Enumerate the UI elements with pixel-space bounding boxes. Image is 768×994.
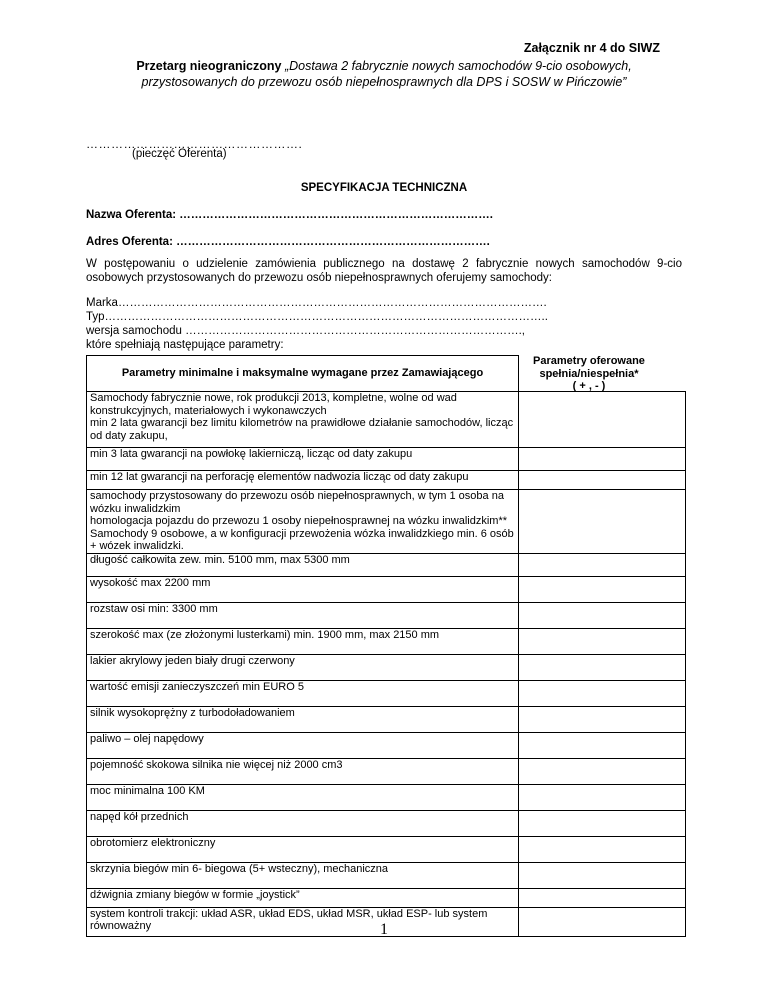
specification-table [86, 355, 686, 937]
table-row [87, 602, 686, 628]
requirement-cell: wartość emisji zanieczyszczeń min EURO 5 [87, 680, 519, 706]
table-header-row [87, 356, 686, 392]
requirement-cell: rozstaw osi min: 3300 mm [87, 602, 519, 628]
requirement-cell: Samochody fabrycznie nowe, rok produkcji 2013, kompletne, wolne od wad konstrukcyjnych, materiałowych i wykonawczych min 2 lata gwarancji bez limitu kilometrów na prawidłowe działanie samochodów, licząc od daty zakupu, [87, 392, 519, 448]
offered-value-cell[interactable] [519, 576, 686, 602]
tender-title-1: „Dostawa 2 fabrycznie nowych samochodów 9-cio osobowych, [284, 59, 632, 73]
offered-value-cell[interactable] [519, 784, 686, 810]
tender-title-2: przystosowanych do przewozu osób niepełnosprawnych dla DPS i SOSW w Pińczowie” [141, 75, 627, 89]
offered-header-line-1: Parametry oferowane [533, 355, 645, 367]
form-line-type: Typ…………………………………………………………………………………………………….. [86, 311, 548, 323]
offered-value-cell[interactable] [519, 862, 686, 888]
table-row [87, 654, 686, 680]
offered-value-cell[interactable] [519, 706, 686, 732]
requirement-cell: szerokość max (ze złożonymi lusterkami) min. 1900 mm, max 2150 mm [87, 628, 519, 654]
table-row [87, 471, 686, 490]
offered-value-cell[interactable] [519, 810, 686, 836]
form-line-brand: Marka…………………………………………………………………………………………………. [86, 297, 547, 309]
offeror-name-field: Nazwa Oferenta: ………………………………………………………………………. [86, 209, 493, 221]
offered-value-cell[interactable] [519, 888, 686, 907]
table-row [87, 553, 686, 576]
table-row [87, 784, 686, 810]
table-row [87, 810, 686, 836]
table-row [87, 680, 686, 706]
offered-value-cell[interactable] [519, 680, 686, 706]
offered-value-cell[interactable] [519, 448, 686, 471]
table-row [87, 706, 686, 732]
requirement-cell: samochody przystosowany do przewozu osób niepełnosprawnych, w tym 1 osoba na wózku inwalidzkim homologacja pojazdu do przewozu 1 osoby niepełnosprawnej na wózku inwalidzkim** Samochody 9 osobowe, a w konfiguracji przewożenia wózka inwalidzkiego min. 6 osób + wózek inwalidzki. [87, 490, 519, 554]
offered-header-line-2: spełnia/niespełnia* [539, 367, 639, 380]
tender-line-1 [0, 58, 768, 74]
table-row [87, 862, 686, 888]
offered-value-cell[interactable] [519, 392, 686, 448]
table-row [87, 836, 686, 862]
table-row [87, 628, 686, 654]
table-row [87, 758, 686, 784]
requirement-cell: system kontroli trakcji: układ ASR, układ EDS, układ MSR, układ ESP- lub system równoważny [87, 907, 519, 936]
offered-value-cell[interactable] [519, 553, 686, 576]
offered-value-cell[interactable] [519, 654, 686, 680]
requirement-cell: skrzynia biegów min 6- biegowa (5+ wsteczny), mechaniczna [87, 862, 519, 888]
requirement-cell: min 3 lata gwarancji na powłokę lakierniczą, licząc od daty zakupu [87, 448, 519, 471]
requirement-cell: wysokość max 2200 mm [87, 576, 519, 602]
requirement-cell: dźwignia zmiany biegów w formie „joystick” [87, 888, 519, 907]
requirement-cell: długość całkowita zew. min. 5100 mm, max 5300 mm [87, 553, 519, 576]
stamp-label: (pieczęć Oferenta) [132, 148, 227, 160]
requirement-cell: moc minimalna 100 KM [87, 784, 519, 810]
page-number: 1 [380, 921, 388, 938]
intro-paragraph: W postępowaniu o udzielenie zamówienia publicznego na dostawę 2 fabrycznie nowych samochodów 9-cio osobowych przystosowanych do przewozu osób niepełnosprawnych oferujemy samochody: [86, 258, 682, 284]
offered-value-cell[interactable] [519, 758, 686, 784]
document-title: SPECYFIKACJA TECHNICZNA [300, 182, 468, 194]
offered-value-cell[interactable] [519, 732, 686, 758]
offered-params-header-cell [519, 356, 686, 392]
requirement-cell: silnik wysokoprężny z turbodoładowaniem [87, 706, 519, 732]
tender-lead: Przetarg nieograniczony [136, 59, 285, 73]
table-row [87, 888, 686, 907]
tender-heading [0, 58, 768, 90]
requirement-cell: lakier akrylowy jeden biały drugi czerwony [87, 654, 519, 680]
attachment-label: Załącznik nr 4 do SIWZ [523, 41, 660, 55]
requirement-cell: obrotomierz elektroniczny [87, 836, 519, 862]
table-row [87, 576, 686, 602]
stamp-dots: ……………………………………………. [86, 137, 303, 151]
form-line-version: wersja samochodu ……………………………………………………………………………., [86, 325, 525, 337]
offered-value-cell[interactable] [519, 602, 686, 628]
tender-line-2 [0, 74, 768, 90]
offered-value-cell[interactable] [519, 471, 686, 490]
requirement-cell: min 12 lat gwarancji na perforację elementów nadwozia licząc od daty zakupu [87, 471, 519, 490]
requirement-cell: paliwo – olej napędowy [87, 732, 519, 758]
table-row [87, 448, 686, 471]
table-row [87, 490, 686, 554]
vehicle-form-lines [86, 296, 548, 352]
offered-value-cell[interactable] [519, 490, 686, 554]
requirement-cell: pojemność skokowa silnika nie więcej niż 2000 cm3 [87, 758, 519, 784]
table-row [87, 732, 686, 758]
offeror-address-field: Adres Oferenta: ………………………………………………………………………. [86, 236, 490, 248]
required-params-header: Parametry minimalne i maksymalne wymagane przez Zamawiającego [87, 356, 519, 392]
offered-value-cell[interactable] [519, 836, 686, 862]
offered-value-cell[interactable] [519, 628, 686, 654]
table-row [87, 392, 686, 448]
offered-header-line-3: ( + , - ) [572, 380, 606, 392]
form-line-params: które spełniają następujące parametry: [86, 339, 284, 351]
requirement-cell: napęd kół przednich [87, 810, 519, 836]
